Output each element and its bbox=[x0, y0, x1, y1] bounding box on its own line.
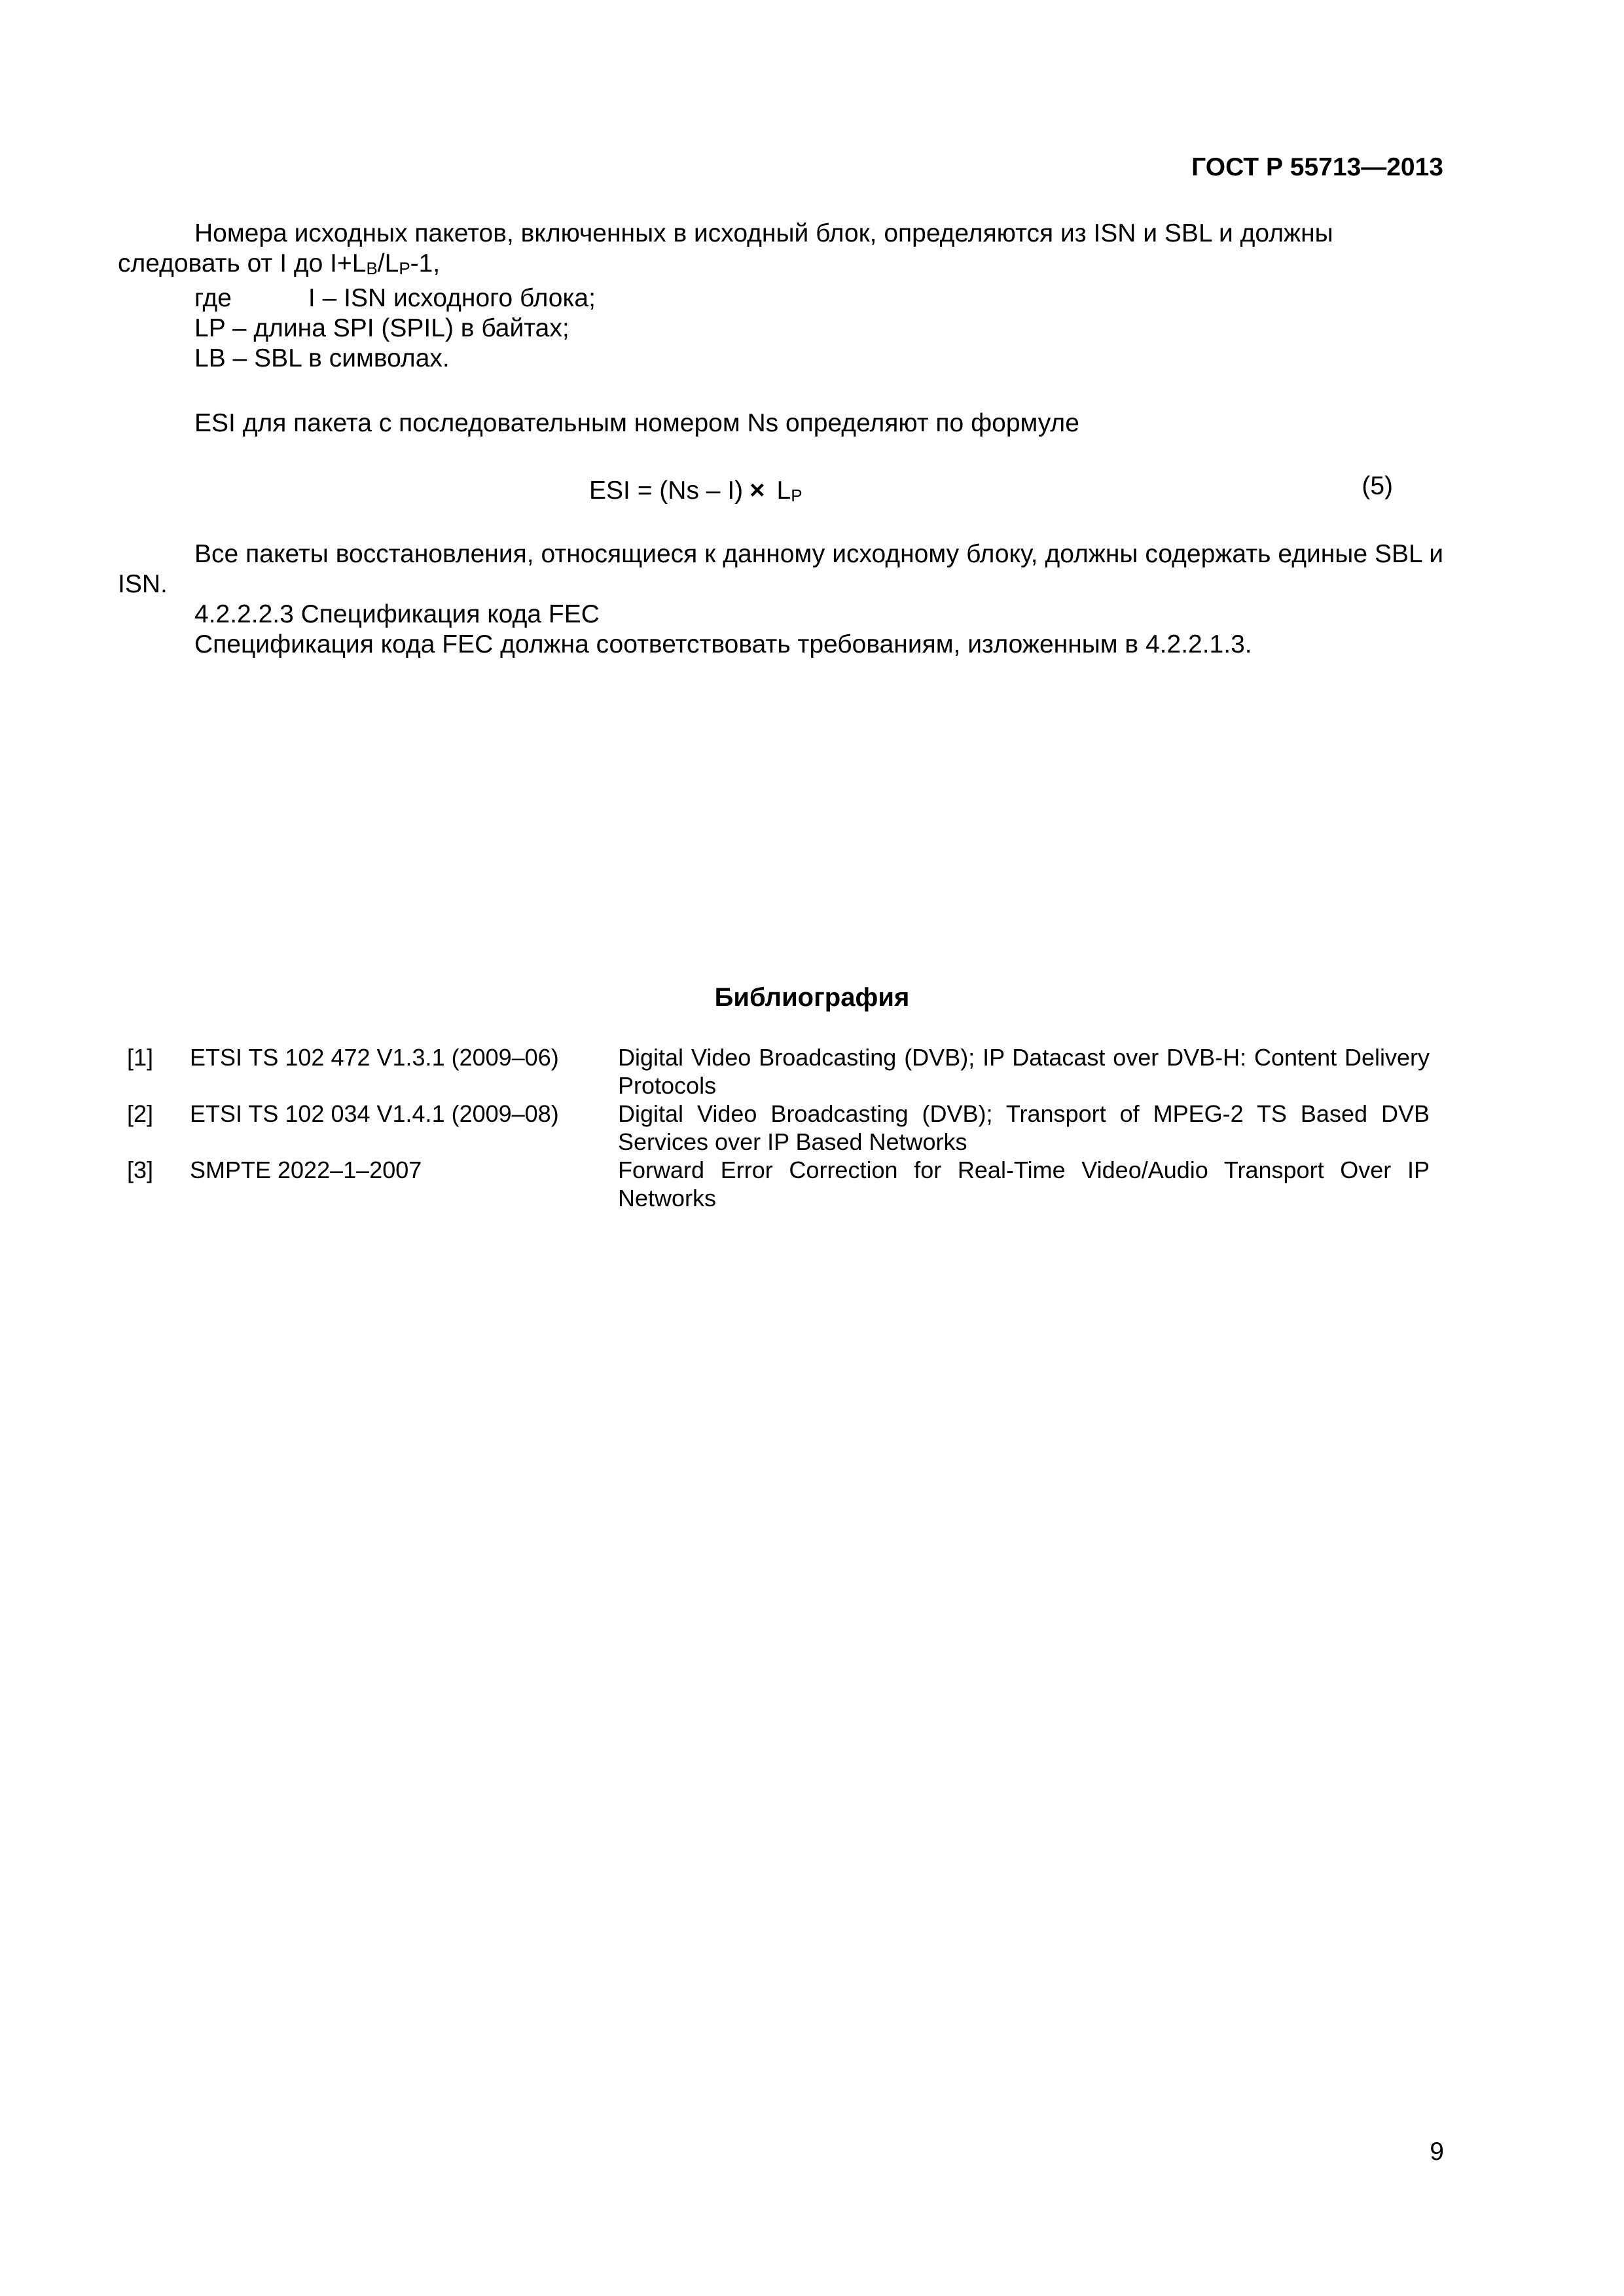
subscript: B bbox=[366, 259, 378, 278]
text-span: следовать от I до I+L bbox=[118, 249, 367, 278]
entry-number: [3] bbox=[127, 1157, 154, 1183]
entry-description: Digital Video Broadcasting (DVB); IP Datacast over DVB-H: Content Delivery Protocols bbox=[618, 1044, 1430, 1099]
formula-rhs: L bbox=[776, 476, 791, 505]
bibliography-table bbox=[127, 1043, 1430, 1212]
entry-description: Digital Video Broadcasting (DVB); Transport of MPEG-2 TS Based DVB Services over IP Based Networks bbox=[618, 1100, 1430, 1155]
entry-number: [1] bbox=[127, 1044, 154, 1071]
formula-esi bbox=[589, 475, 803, 511]
subscript: P bbox=[399, 259, 410, 278]
formula-lhs: ESI = (Ns – I) bbox=[589, 476, 744, 505]
document-id-header: ГОСТ Р 55713—2013 bbox=[1191, 153, 1443, 181]
entry-number: [2] bbox=[127, 1100, 154, 1127]
where-item: LP – длина SPI (SPIL) в байтах; bbox=[194, 314, 569, 342]
page-number: 9 bbox=[1430, 2138, 1444, 2166]
text-span: /L bbox=[377, 249, 399, 278]
formula-number: (5) bbox=[1362, 472, 1393, 500]
multiply-sign: × bbox=[749, 476, 765, 505]
entry-reference: ETSI TS 102 034 V1.4.1 (2009–08) bbox=[190, 1100, 559, 1127]
bibliography-entry bbox=[127, 1156, 1430, 1212]
where-item: I – ISN исходного блока; bbox=[308, 284, 596, 312]
paragraph-line: ESI для пакета с последовательным номером Ns определяют по формуле bbox=[194, 409, 1079, 437]
subscript: P bbox=[791, 486, 803, 505]
where-line bbox=[118, 283, 1443, 314]
bibliography-entry bbox=[127, 1100, 1430, 1156]
entry-description: Forward Error Correction for Real-Time Video/Audio Transport Over IP Networks bbox=[618, 1157, 1430, 1211]
section-text: Спецификация кода FEC должна соответствовать требованиям, изложенным в 4.2.2.1.3. bbox=[194, 630, 1252, 658]
paragraph-line-formula bbox=[118, 249, 1443, 283]
paragraph-line: Номера исходных пакетов, включенных в исходный блок, определяются из ISN и SBL и должны bbox=[194, 219, 1333, 247]
paragraph-source-packets bbox=[118, 219, 1443, 374]
paragraph-repair-packets bbox=[118, 539, 1443, 660]
text-span: -1, bbox=[410, 249, 441, 278]
bibliography-title: Библиография bbox=[714, 983, 910, 1012]
where-label: где bbox=[194, 284, 232, 312]
section-heading: 4.2.2.2.3 Спецификация кода FEC bbox=[194, 600, 600, 628]
paragraph-text: Все пакеты восстановления, относящиеся к данному исходному блоку, должны содержать единые SBL и ISN. bbox=[118, 540, 1443, 598]
bibliography-entry bbox=[127, 1043, 1430, 1100]
paragraph-esi bbox=[118, 408, 1443, 439]
entry-reference: SMPTE 2022–1–2007 bbox=[190, 1157, 422, 1183]
where-item: LB – SBL в символах. bbox=[194, 344, 450, 372]
entry-reference: ETSI TS 102 472 V1.3.1 (2009–06) bbox=[190, 1044, 559, 1071]
